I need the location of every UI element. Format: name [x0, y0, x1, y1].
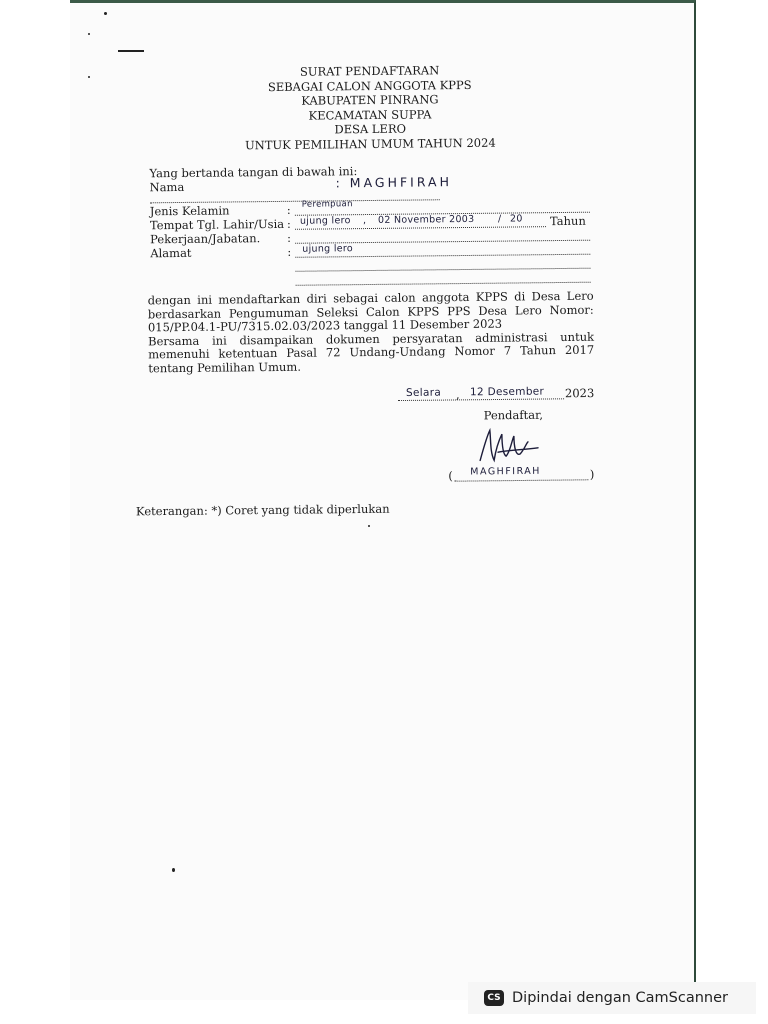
intro-text: Yang bertanda tangan di bawah ini:	[149, 164, 358, 181]
role-label: Pendaftar,	[483, 407, 544, 423]
scan-speck	[88, 33, 90, 35]
scan-mark	[118, 50, 144, 52]
heading-line: KABUPATEN PINRANG	[301, 92, 439, 108]
heading-line: UNTUK PEMILIHAN UMUM TAHUN 2024	[244, 135, 496, 152]
year-value: 2023	[564, 385, 595, 401]
field-jenis-kelamin: Jenis Kelamin : Perempuan	[150, 200, 590, 219]
document-heading	[200, 62, 541, 153]
scan-speck	[104, 12, 107, 15]
heading-line: DESA LERO	[334, 121, 407, 137]
heading-line: SEBAGAI CALON ANGGOTA KPPS	[267, 77, 472, 94]
signer-open-paren: (	[448, 468, 453, 483]
alamat-value: ujung lero	[302, 243, 354, 255]
jenis-kelamin-label: Jenis Kelamin	[149, 203, 230, 219]
place-date-line: Selara , 12 Desember 2023	[398, 383, 598, 403]
scan-speck	[172, 868, 175, 872]
ttl-date: 02 November 2003	[377, 213, 475, 226]
dotted-line	[454, 479, 588, 481]
heading-line: SURAT PENDAFTARAN	[299, 63, 440, 79]
nama-value: : MAGHFIRAH	[335, 174, 453, 191]
field-alamat: Alamat : ujung lero	[150, 242, 590, 261]
footnote: Keterangan: *) Coret yang tidak diperlukan	[135, 501, 390, 519]
ttl-label: Tempat Tgl. Lahir/Usia	[149, 216, 285, 233]
body-paragraph-2: Bersama ini disampaikan dokumen persyaratan administrasi untuk memenuhi ketentuan Pasal 72 Undang-Undang Nomor 7 Tahun 2017 tentang Pemilihan Umum.	[148, 329, 595, 375]
ttl-age: 20	[509, 213, 523, 225]
place-value: Selara	[405, 386, 442, 399]
signer-name: MAGHFIRAH	[470, 465, 541, 478]
body-paragraph-1: dengan ini mendaftarkan diri sebagai calon anggota KPPS di Desa Lero berdasarkan Pengumuman Seleksi Calon KPPS PPS Desa Lero Nomor: 015/PP.04.1-PU/7315.02.03/2023 tanggal 11 Desember 2023	[147, 288, 594, 335]
field-pekerjaan: Pekerjaan/Jabatan. :	[150, 228, 590, 247]
signer-close-paren: )	[589, 467, 595, 482]
signature-block	[440, 405, 601, 487]
body-text	[148, 290, 595, 376]
camscanner-label: Dipindai dengan CamScanner	[512, 990, 729, 1006]
nama-label: Nama	[149, 179, 185, 195]
scan-speck	[368, 525, 370, 527]
jenis-kelamin-value: Perempuan	[301, 199, 353, 210]
scan-speck	[88, 76, 90, 78]
camscanner-logo-icon: CS	[484, 990, 504, 1006]
alamat-label: Alamat	[150, 245, 192, 261]
signature-mark	[472, 426, 542, 471]
field-ttl: Tempat Tgl. Lahir/Usia : ujung lero , 02 November 2003 / 20 Tahun	[149, 213, 586, 233]
applicant-form	[149, 162, 590, 289]
date-value: 12 Desember	[469, 385, 545, 399]
ttl-suffix: Tahun	[549, 213, 586, 229]
heading-line: KECAMATAN SUPPA	[308, 106, 432, 123]
camscanner-badge	[468, 982, 756, 1014]
ttl-place: ujung lero	[299, 215, 351, 227]
pekerjaan-label: Pekerjaan/Jabatan.	[150, 231, 261, 247]
